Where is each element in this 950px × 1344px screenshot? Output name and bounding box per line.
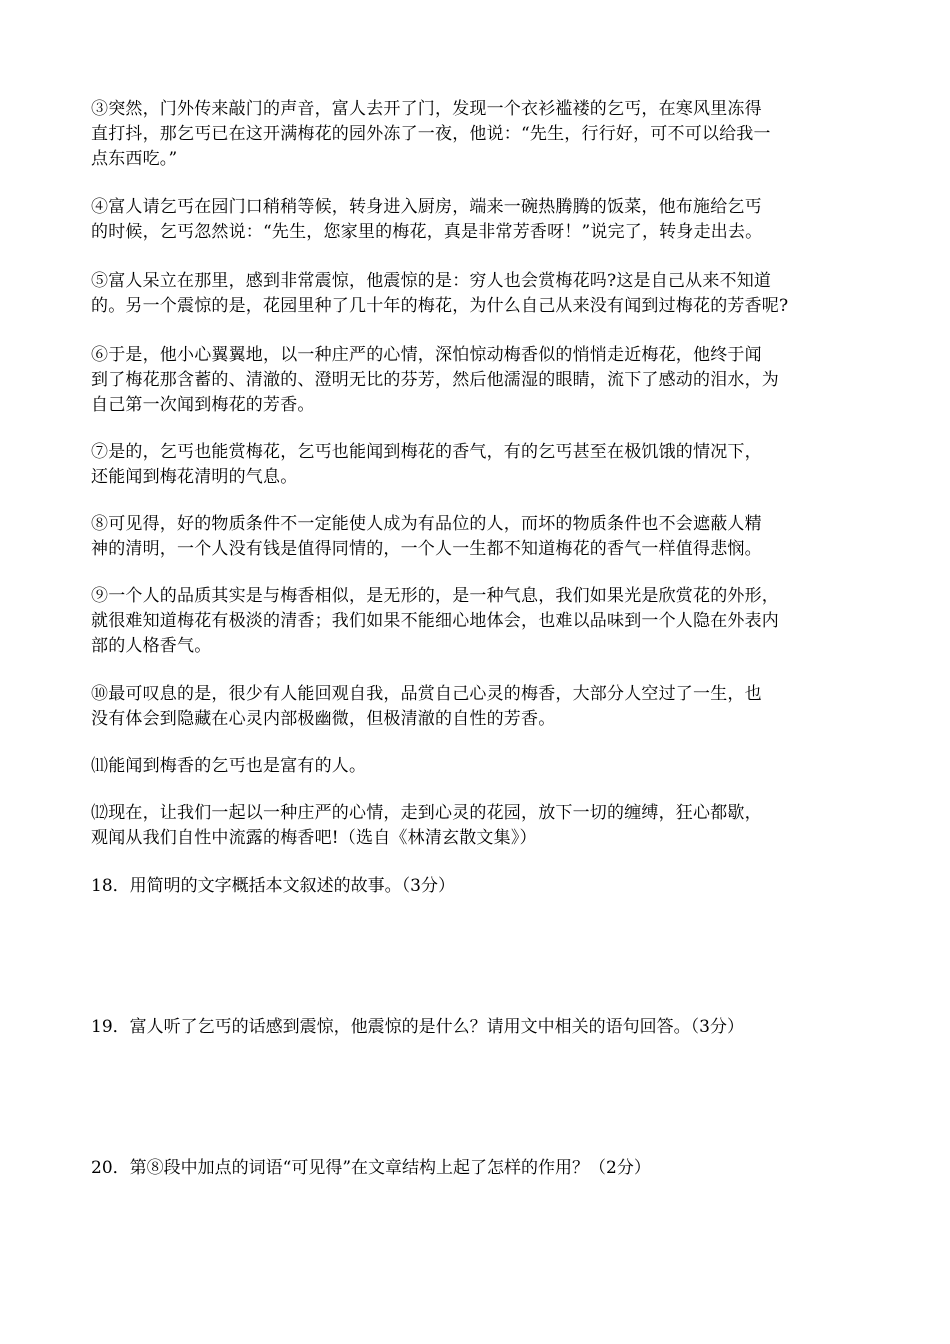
paragraph-line: 的时候，乞丐忽然说：“先生，您家里的梅花，真是非常芳香呀！”说完了，转身走出去。 <box>91 222 763 242</box>
paragraph-line: 还能闻到梅花清明的气息。 <box>91 467 298 487</box>
paragraph-line: 的。另一个震惊的是，花园里种了几十年的梅花，为什么自己从来没有闻到过梅花的芳香呢? <box>91 296 789 316</box>
paragraph-7 <box>91 440 881 490</box>
paragraph-3 <box>91 97 881 172</box>
paragraph-4 <box>91 195 881 245</box>
paragraph-5 <box>91 269 881 319</box>
paragraph-line: 部的人格香气。 <box>91 636 212 656</box>
paragraph-line: 点东西吃。” <box>91 149 178 169</box>
paragraph-line: 神的清明，一个人没有钱是值得同情的，一个人一生都不知道梅花的香气一样值得悲悯。 <box>91 539 762 559</box>
paragraph-line: ⑥于是，他小心翼翼地，以一种庄严的心情，深怕惊动梅香似的悄悄走近梅花，他终于闻 <box>91 345 762 365</box>
paragraph-line: 没有体会到隐藏在心灵内部极幽微，但极清澈的自性的芳香。 <box>91 709 556 729</box>
paragraph-line: 自己第一次闻到梅花的芳香。 <box>91 395 315 415</box>
paragraph-line: ⑤富人呆立在那里，感到非常震惊，他震惊的是：穷人也会赏梅花吗?这是自己从来不知道 <box>91 271 772 291</box>
paragraph-line: 到了梅花那含蓄的、清澈的、澄明无比的芬芳，然后他濡湿的眼睛，流下了感动的泪水，为 <box>91 370 779 390</box>
question-20: 20．第⑧段中加点的词语“可见得”在文章结构上起了怎样的作用？（2分） <box>91 1158 651 1178</box>
paragraph-11 <box>91 754 881 779</box>
paragraph-line: ⑧可见得，好的物质条件不一定能使人成为有品位的人，而坏的物质条件也不会遮蔽人精 <box>91 514 762 534</box>
paragraph-line: 直打抖，那乞丐已在这开满梅花的园外冻了一夜，他说：“先生，行行好，可不可以给我一 <box>91 124 771 144</box>
paragraph-12 <box>91 801 881 851</box>
question-19: 19．富人听了乞丐的话感到震惊，他震惊的是什么？请用文中相关的语句回答。（3分） <box>91 1017 744 1037</box>
paragraph-line: ⑾能闻到梅香的乞丐也是富有的人。 <box>91 756 367 776</box>
paragraph-line: 观闻从我们自性中流露的梅香吧!（选自《林清玄散文集》） <box>91 828 537 848</box>
paragraph-line: ⑿现在，让我们一起以一种庄严的心情，走到心灵的花园，放下一切的缠缚，狂心都歇， <box>91 803 762 823</box>
answer-area-20[interactable] <box>91 1186 881 1306</box>
paragraph-8 <box>91 512 881 562</box>
paragraph-6 <box>91 343 881 418</box>
paragraph-line: ⑦是的，乞丐也能赏梅花，乞丐也能闻到梅花的香气，有的乞丐甚至在极饥饿的情况下， <box>91 442 762 462</box>
paragraph-line: ③突然，门外传来敲门的声音，富人去开了门，发现一个衣衫褴褛的乞丐，在寒风里冻得 <box>91 99 762 119</box>
paragraph-line: 就很难知道梅花有极淡的清香；我们如果不能细心地体会，也难以品味到一个人隐在外表内 <box>91 611 779 631</box>
paragraph-10 <box>91 682 881 732</box>
paragraph-line: ④富人请乞丐在园门口稍稍等候，转身进入厨房，端来一碗热腾腾的饭菜，他布施给乞丐 <box>91 197 762 217</box>
paragraph-line: ⑩最可叹息的是，很少有人能回观自我，品赏自己心灵的梅香，大部分人空过了一生，也 <box>91 684 762 704</box>
question-18: 18．用简明的文字概括本文叙述的故事。（3分） <box>91 876 455 896</box>
answer-area-19[interactable] <box>91 1045 881 1145</box>
paragraph-line: ⑨一个人的品质其实是与梅香相似，是无形的，是一种气息，我们如果光是欣赏花的外形， <box>91 586 779 606</box>
answer-area-18[interactable] <box>91 904 881 1004</box>
paragraph-9 <box>91 584 881 659</box>
